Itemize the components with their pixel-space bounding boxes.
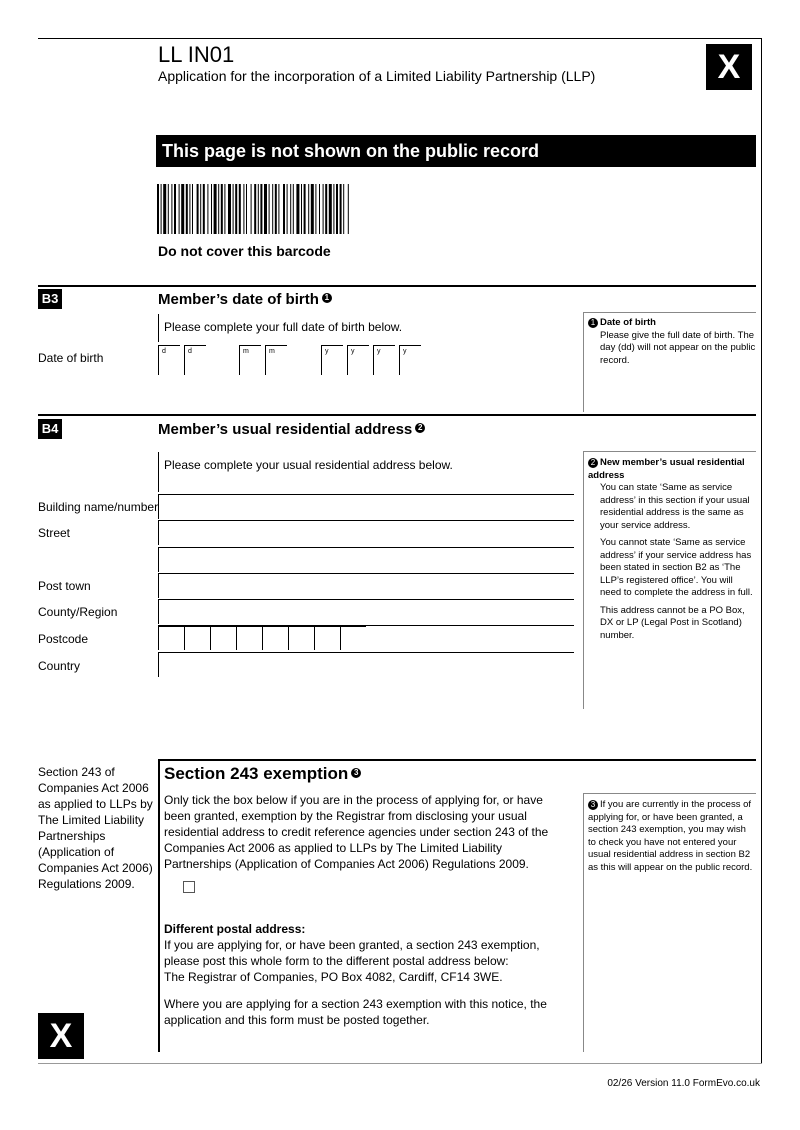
- s243-note: [588, 799, 754, 874]
- b4-prompt: Please complete your usual residential address below.: [164, 458, 453, 472]
- b3-note: [588, 317, 756, 367]
- barcode-image: [157, 184, 442, 234]
- s243-title: [164, 764, 361, 784]
- s243-note-number: 3: [588, 800, 598, 810]
- b4-note: [588, 457, 754, 642]
- public-record-banner: This page is not shown on the public record: [156, 135, 756, 167]
- street-field-line2[interactable]: [158, 547, 574, 572]
- b3-prompt-bar: [158, 314, 159, 342]
- postcode-box[interactable]: [158, 626, 184, 650]
- postcode-box[interactable]: [288, 626, 314, 650]
- postcode-box[interactable]: [262, 626, 288, 650]
- barcode-caption: Do not cover this barcode: [158, 243, 331, 259]
- county-field[interactable]: [158, 599, 574, 624]
- s243-left-bar: [158, 759, 160, 1052]
- postcode-box[interactable]: [236, 626, 262, 650]
- b3-note-title: Date of birth: [600, 317, 656, 328]
- country-field[interactable]: [158, 652, 574, 677]
- x-mark-footer: X: [38, 1013, 84, 1059]
- building-field[interactable]: [158, 494, 574, 519]
- right-rule: [761, 38, 762, 1064]
- dob-digit-box[interactable]: y: [347, 345, 369, 375]
- b4-note-divider: [583, 451, 584, 709]
- postcode-box[interactable]: [314, 626, 340, 650]
- b3-note-divider: [583, 312, 584, 412]
- dob-digit-box[interactable]: m: [239, 345, 261, 375]
- b4-note-title: New member’s usual residential address: [588, 457, 745, 481]
- dob-digit-box[interactable]: y: [373, 345, 395, 375]
- b4-section-label: B4: [38, 419, 62, 439]
- form-title: Application for the incorporation of a Limited Liability Partnership (LLP): [158, 68, 596, 84]
- dob-digit-box[interactable]: d: [158, 345, 180, 375]
- b3-rule: [38, 285, 756, 287]
- b4-rule: [38, 414, 756, 416]
- b4-note-number: 2: [588, 458, 598, 468]
- top-rule: [38, 38, 762, 39]
- x-mark-header: X: [706, 44, 752, 90]
- s243-title-text: Section 243 exemption: [164, 764, 349, 783]
- postcode-box[interactable]: [184, 626, 210, 650]
- different-postal-body: If you are applying for, or have been granted, a section 243 exemption, please post this whole form to the different postal address below:: [164, 938, 540, 968]
- street-label: Street: [38, 526, 71, 540]
- b4-note-para2: You cannot state ‘Same as service address’ if your service address has been stated in section B2 as ‘The LLP’s registered office’. You will need to complete the address in full.: [600, 537, 753, 598]
- country-label: Country: [38, 659, 81, 673]
- b3-note-text: Please give the full date of birth. The day (dd) will not appear on the public record.: [600, 329, 756, 366]
- b4-note-rule: [583, 451, 756, 452]
- different-postal-heading: Different postal address:: [164, 922, 306, 936]
- s243-note-marker: 3: [351, 768, 361, 778]
- posting-note: Where you are applying for a section 243 exemption with this notice, the application and this form must be posted together.: [164, 997, 547, 1027]
- b3-note-rule: [583, 312, 756, 313]
- dob-digit-box[interactable]: y: [321, 345, 343, 375]
- s243-note-rule: [583, 793, 756, 794]
- dob-digit-box[interactable]: m: [265, 345, 287, 375]
- b4-note-para1: You can state ‘Same as service address’ in this section if your usual residential address is the same as your service address.: [600, 482, 750, 531]
- b4-note-marker: 2: [415, 423, 425, 433]
- b3-note-number: 1: [588, 318, 598, 328]
- dob-digit-box[interactable]: d: [184, 345, 206, 375]
- street-field[interactable]: [158, 520, 574, 545]
- dob-digit-box[interactable]: y: [399, 345, 421, 375]
- b4-prompt-bar: [158, 452, 159, 492]
- s243-body: Only tick the box below if you are in the process of applying for, or have been granted, exemption by the Registrar from disclosing your usual residential address to credit reference agencies under section 243 of the Companies Act 2006 as applied to LLPs by The Limited Liability Partnerships (Application of Companies Act 2006) Regulations 2009.: [164, 793, 549, 871]
- b4-title-text: Member’s usual residential address: [158, 421, 413, 438]
- b4-section-title: [158, 421, 425, 438]
- b3-note-marker: 1: [322, 293, 332, 303]
- post-town-field[interactable]: [158, 573, 574, 598]
- bottom-rule: [38, 1063, 762, 1064]
- b3-prompt: Please complete your full date of birth below.: [164, 320, 403, 334]
- postcode-label: Postcode: [38, 632, 89, 646]
- section-243-side-label: Section 243 of Companies Act 2006 as applied to LLPs by The Limited Liability Partnerships (Application of Companies Act 2006) Regulations 2009.: [38, 765, 153, 891]
- postcode-box[interactable]: [340, 626, 366, 650]
- b4-note-para3: This address cannot be a PO Box, DX or LP (Legal Post in Scotland) number.: [600, 604, 745, 641]
- registrar-address: The Registrar of Companies, PO Box 4082, Cardiff, CF14 3WE.: [164, 970, 503, 984]
- county-label: County/Region: [38, 605, 118, 619]
- postcode-box[interactable]: [210, 626, 236, 650]
- b3-section-title: [158, 291, 332, 308]
- s243-note-divider: [583, 793, 584, 1052]
- s243-note-text: If you are currently in the process of applying for, or have been granted, a section 243 exemption, you may wish to check you have not entered your usual residential address in section B2 as this will appear on the public record.: [588, 799, 753, 873]
- version-footer: 02/26 Version 11.0 FormEvo.co.uk: [607, 1078, 760, 1089]
- s243-rule: [158, 759, 756, 761]
- form-code: LL IN01: [158, 42, 235, 67]
- building-label: Building name/number: [38, 500, 159, 514]
- s243-exemption-checkbox[interactable]: [183, 881, 195, 893]
- b3-section-label: B3: [38, 289, 62, 309]
- date-of-birth-label: Date of birth: [38, 351, 104, 365]
- b3-title-text: Member’s date of birth: [158, 291, 319, 308]
- post-town-label: Post town: [38, 579, 91, 593]
